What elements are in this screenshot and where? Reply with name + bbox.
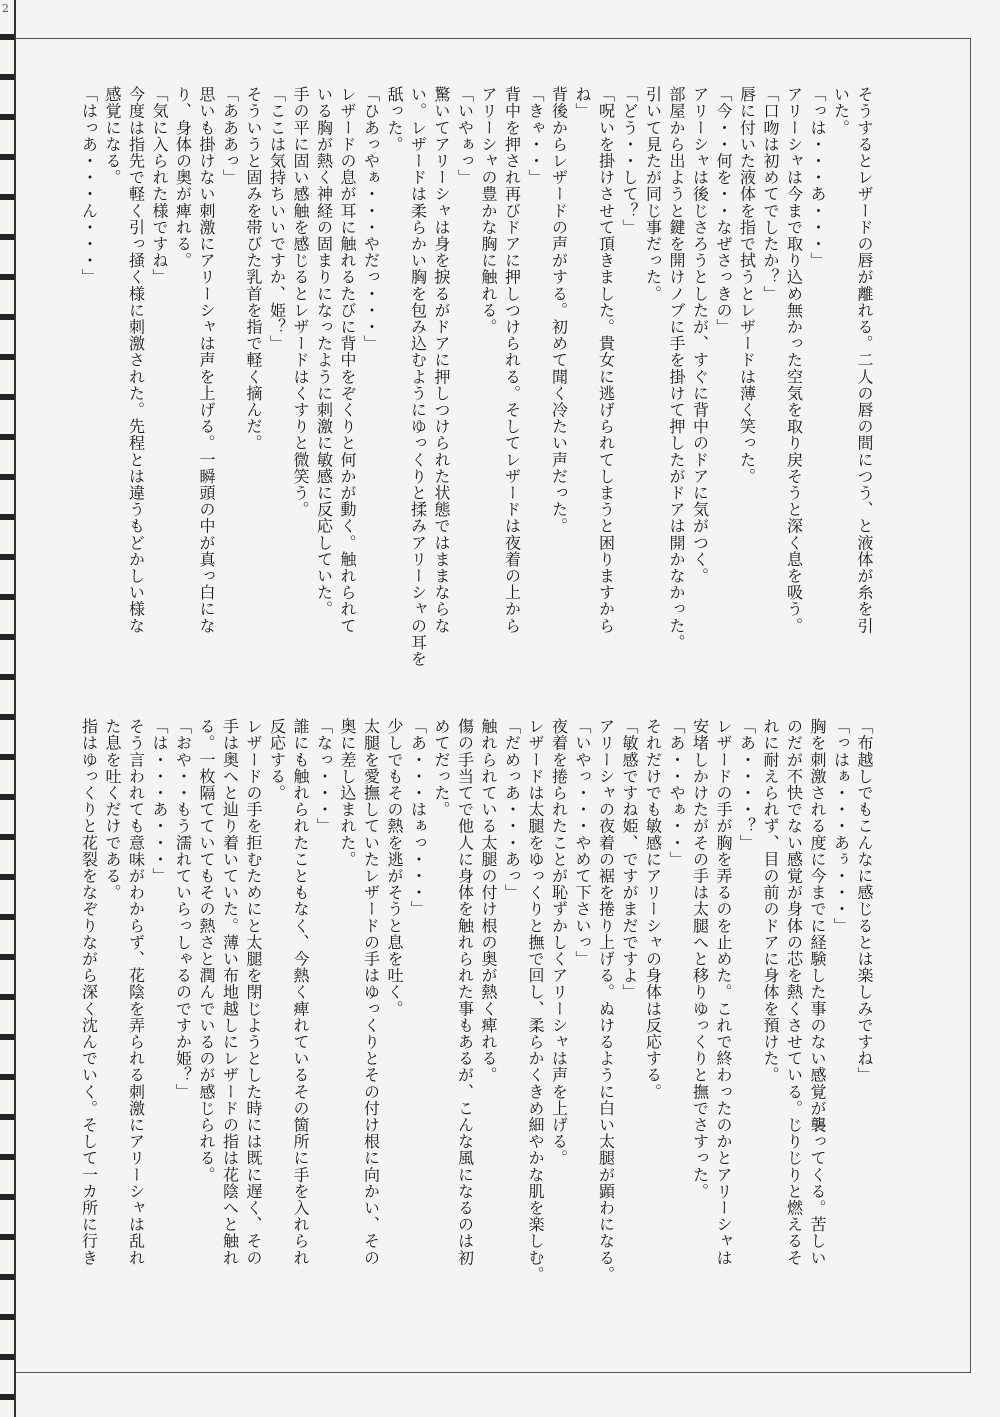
right-rule	[970, 38, 971, 1373]
text-line: 思いも掛けない刺激にアリーシャは声を上げる。一瞬頭の中が真っ白にな	[197, 86, 216, 634]
text-line: 「は・・・あ・・・」	[150, 718, 169, 884]
text-line: い。レザードは柔らかい胸を包み込むようにゆっくりと揉みアリーシャの耳を	[408, 86, 428, 667]
text-line: 指はゆっくりと花裂をなぞりながら深く沈んでいく。そして一カ所に行き	[79, 718, 99, 1266]
text-line: 「はっあ・・・ん・・・」	[79, 86, 99, 286]
text-line: 「口吻は初めてでしたか？」	[761, 86, 780, 302]
text-line: 「呪いを掛けさせて頂きました。貴女に逃げられてしまうと困りますから	[596, 86, 616, 634]
text-line: 「あああっ」	[220, 86, 240, 186]
text-line: レザードの手を拒むためにと太腿を閉じようとした時には既に遅く、その	[244, 718, 263, 1266]
text-line: り、身体の奥が痺れる。	[173, 86, 193, 269]
text-line: 触れられている太腿の付け根の奥が熱く痺れる。	[479, 718, 498, 1084]
text-line: 「ひあっやぁ・・・やだっ・・・」	[361, 86, 381, 352]
text-line: 傷の手当てで他人に身体を触れられた事もあるが、こんな風になるのは初	[455, 718, 475, 1266]
text-line: た息を吐くだけである。	[103, 718, 122, 901]
text-line: 舐った。	[385, 86, 404, 153]
text-line: 「布越しでもこんなに感じるとは楽しみですね」	[855, 718, 874, 1084]
text-line: アリーシャは今まで取り込め無かった空気を取り戻そうと深く息を吸う。	[784, 86, 804, 634]
text-line: そういうと固みを帯びた乳首を指で軽く摘んだ。	[244, 86, 263, 452]
text-line: 感覚になる。	[103, 86, 122, 186]
text-line: 「いやぁっ」	[455, 86, 475, 186]
text-block-top	[76, 86, 876, 701]
binding-line	[14, 0, 16, 1417]
text-line: そう言われても意味がわからず、花陰を弄られる刺激にアリーシャは乱れ	[126, 718, 146, 1266]
text-line: 驚いてアリーシャは身を捩るがドアに押しつけられた状態ではままならな	[432, 86, 451, 634]
text-line: る。一枚隔てていてもその熱さと潤んでいるのが感じられる。	[197, 718, 216, 1183]
text-line: 奥に差し込まれた。	[338, 718, 357, 868]
text-line: アリーシャの豊かな胸に触れる。	[479, 86, 498, 335]
text-line: 「気に入られた様ですね」	[150, 86, 169, 286]
text-line: 「いやっ・・・やめて下さいっ」	[573, 718, 592, 967]
text-line: 「あ・・・はぁっ・・・」	[408, 718, 428, 918]
text-line: 「敏感ですね姫、ですがまだですよ」	[620, 718, 639, 1001]
text-line: アリーシャの夜着の裾を捲り上げる。ぬけるように白い太腿が顕わになる。	[596, 718, 616, 1283]
text-line: 安堵しかけたがその手は太腿へと移りゆっくりと撫でさすった。	[690, 718, 710, 1200]
text-line: 「今・・何を・・なぜさっきの」	[714, 86, 733, 335]
text-line: 「おや・・もう濡れていらっしゃるのですか姫？」	[173, 718, 193, 1100]
text-line: 太腿を愛撫していたレザードの手はゆっくりとその付け根に向かい、その	[361, 718, 381, 1266]
text-line: 部屋から出ようと鍵を開けノブに手を掛けて押したがドアは開かなかった。	[667, 86, 686, 651]
text-line: 「あ・・やぁ・・」	[667, 718, 686, 868]
text-line: いる胸が熱く神経の固まりになったように刺激に敏感に反応していた。	[314, 86, 334, 618]
text-line: 「っはぁ・・・あぅ・・・」	[831, 718, 851, 934]
text-line: 「ここは気持ちいいですか、姫？」	[267, 86, 287, 352]
text-line: めてだった。	[432, 718, 451, 818]
text-line: アリーシャは後じさろうとしたが、すぐに背中のドアに気がつく。	[690, 86, 710, 584]
text-line: 手の平に固い感触を感じるとレザードはくすりと微笑う。	[291, 86, 310, 518]
text-block-bottom	[76, 718, 876, 1353]
text-line: 「だめっあ・・・あっ」	[502, 718, 522, 901]
text-line: 手は奥へと辿り着いていた。薄い布地越しにレザードの指は花陰へと触れ	[220, 718, 240, 1266]
text-line: 「きゃ・・」	[526, 86, 545, 186]
text-line: 引いて見たが同じ事だった。	[643, 86, 663, 302]
top-rule	[16, 38, 971, 39]
text-line: れに耐えられず、目の前のドアに身体を預けた。	[761, 718, 780, 1084]
text-line: いた。	[831, 86, 851, 136]
text-line: のだが不快でない感覚が身体の芯を熱くさせている。じりじりと燃えるそ	[784, 718, 804, 1266]
text-line: 胸を刺激される度に今までに経験した事のない感覚が襲ってくる。苦しい	[808, 718, 827, 1266]
text-line: 反応する。	[267, 718, 287, 801]
text-line: 今度は指先で軽く引っ掻く様に刺激された。先程とは違うもどかしい様な	[126, 86, 146, 634]
text-line: レザードは太腿をゆっくりと撫で回し、柔らかくきめ細やかな肌を楽しむ。	[526, 718, 545, 1283]
text-line: 「っは・・・あ・・・」	[808, 86, 827, 269]
text-line: 「なっ・・・」	[314, 718, 334, 835]
text-line: 誰にも触れられたこともなく、今熱く痺れているその箇所に手を入れられ	[291, 718, 310, 1266]
text-line: 「あ・・・・？」	[737, 718, 757, 851]
binding-edge	[0, 0, 14, 1417]
text-line: 「どう・・して？」	[620, 86, 639, 236]
text-line: 背後からレザードの声がする。初めて聞く冷たい声だった。	[549, 86, 569, 535]
text-line: レザードの息が耳に触れるたびに背中をぞくりと何かが動く。触れられて	[338, 86, 357, 634]
page-number: 2	[2, 2, 9, 15]
text-line: 唇に付いた液体を指で拭うとレザードは薄く笑った。	[737, 86, 757, 485]
text-line: それだけでも敏感にアリーシャの身体は反応する。	[643, 718, 663, 1100]
text-line: レザードの手が胸を弄るのを止めた。これで終わったのかとアリーシャは	[714, 718, 733, 1266]
text-line: 背中を押され再びドアに押しつけられる。そしてレザードは夜着の上から	[502, 86, 522, 634]
text-line: 夜着を捲られたことが恥ずかしくアリーシャは声を上げる。	[549, 718, 569, 1167]
text-line: 少しでもその熱を逃がそうと息を吐く。	[385, 718, 404, 1017]
bottom-rule	[16, 1372, 971, 1373]
text-line: そうするとレザードの唇が離れる。二人の唇の間につう、と液体が糸を引	[855, 86, 874, 634]
text-line: ね」	[573, 86, 592, 120]
